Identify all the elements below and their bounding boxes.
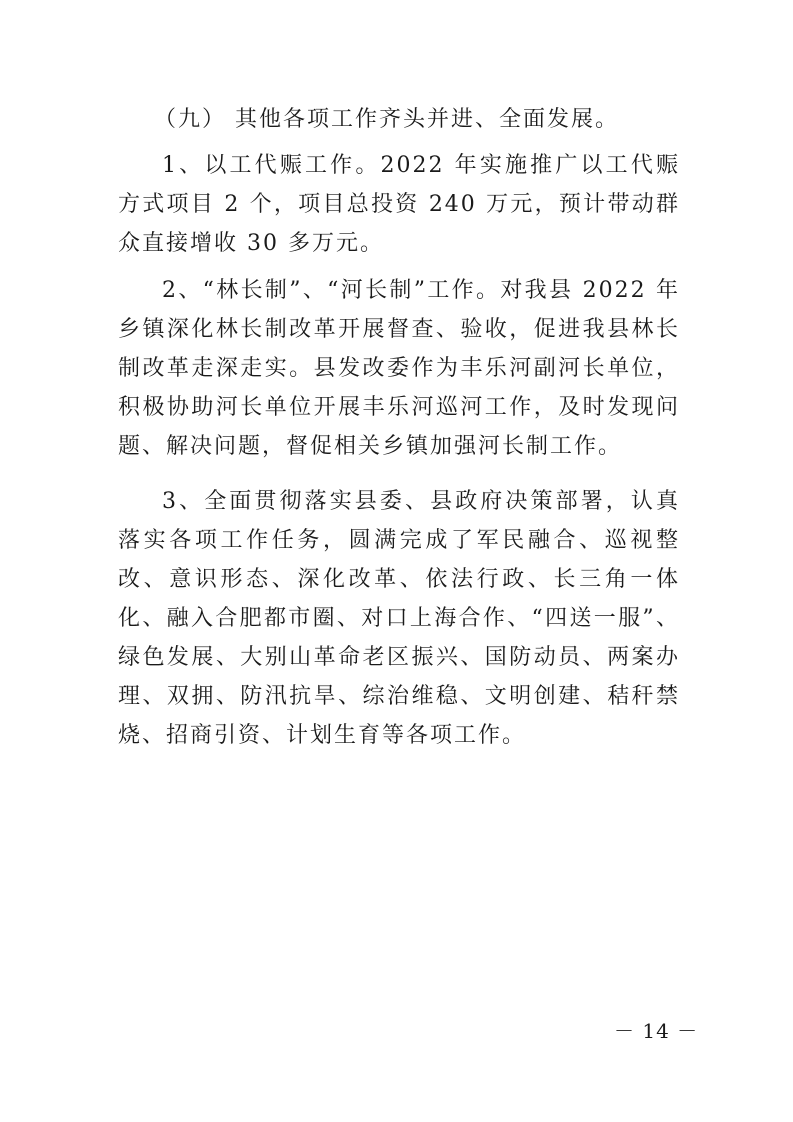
section-heading: （九） 其他各项工作齐头并进、全面发展。 — [154, 107, 619, 132]
page-number: － 14 － — [614, 1019, 699, 1043]
document-body — [118, 100, 680, 755]
paragraph-chief-system: 2、“林长制”、“河长制”工作。对我县 2022 年乡镇深化林长制改革开展督查、验收，促进我县林长制改革走深走实。县发改委作为丰乐河副河长单位，积极协助河长单位开展丰乐河巡河工作，及时发现问题、解决问题，督促相关乡镇加强河长制工作。 — [118, 278, 680, 459]
paragraph-work-relief: 1、以工代赈工作。2022 年实施推广以工代赈方式项目 2 个，项目总投资 240 万元，预计带动群众直接增收 30 多万元。 — [118, 153, 680, 256]
paragraph-implementation: 3、全面贯彻落实县委、县政府决策部署，认真落实各项工作任务，圆满完成了军民融合、巡视整改、意识形态、深化改革、依法行政、长三角一体化、融入合肥都市圈、对口上海合作、“四送一服”、绿色发展、大别山革命老区振兴、国防动员、两案办理、双拥、防汛抗旱、综治维稳、文明创建、秸秆禁烧、招商引资、计划生育等各项工作。 — [118, 489, 680, 748]
